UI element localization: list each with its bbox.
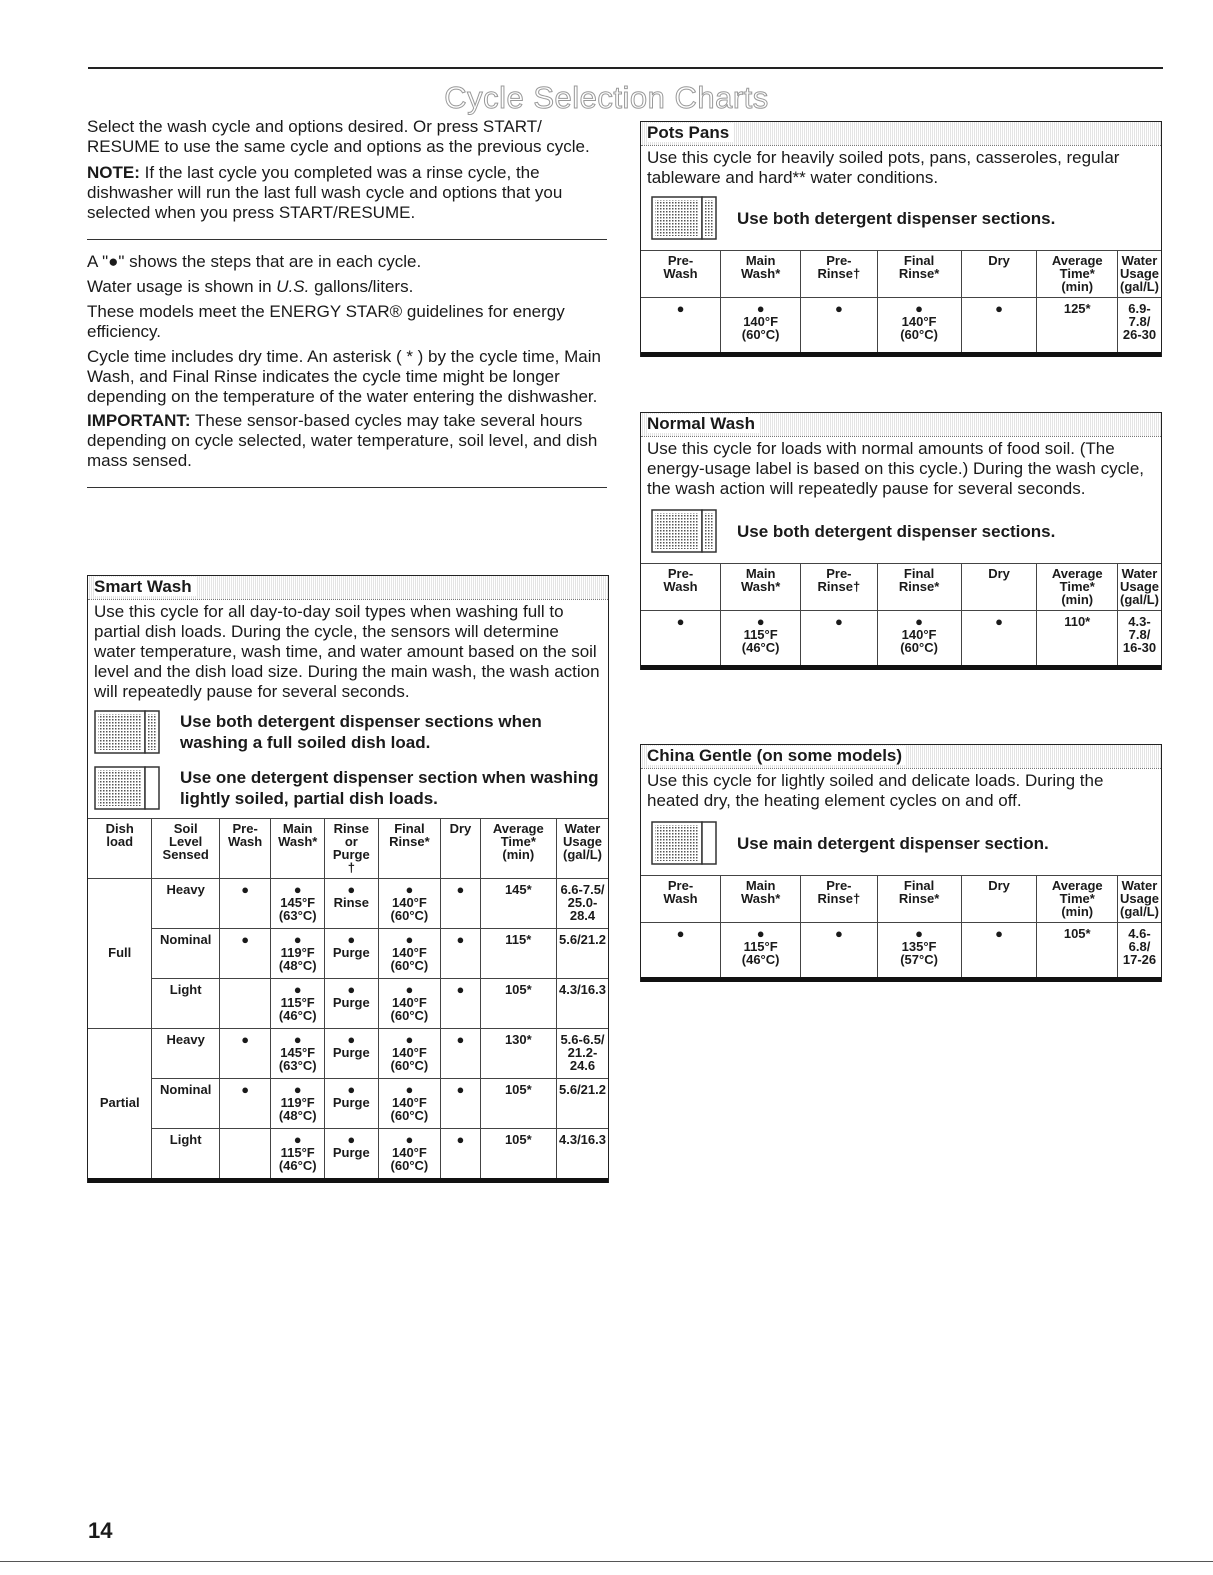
soil-level-cell: Light (152, 979, 220, 1029)
water-usage-cell: 4.3-7.8/ 16-30 (1122, 614, 1157, 655)
dry-cell: ● (961, 611, 1037, 666)
water-usage-note: Water usage is shown in U.S. gallons/liters. (87, 277, 414, 296)
average-time-cell: 115* (480, 929, 556, 979)
pre-rinse-cell: ● (801, 923, 877, 978)
table-row (88, 979, 608, 1029)
smart-wash-table (88, 818, 608, 1178)
final-rinse-cell: ● 140°F (60°C) (877, 298, 961, 353)
average-time-cell: 110* (1037, 611, 1117, 666)
table-header: Average Time* (min) (1037, 251, 1117, 298)
main-wash-cell: ● 115°F (46°C) (721, 611, 801, 666)
table-header: Pre- Rinse† (801, 564, 877, 611)
table-row (641, 611, 1161, 666)
rinse-purge-cell: ● Purge (325, 1129, 378, 1179)
normal-wash-table (641, 563, 1161, 665)
smart-wash-title: Smart Wash (88, 576, 608, 600)
pots-pans-title: Pots Pans (641, 122, 1161, 146)
china-gentle-description: Use this cycle for lightly soiled and delicate loads. During the heated dry, the heating element cycles on and off. (647, 771, 1104, 810)
china-gentle-box (640, 744, 1162, 982)
pre-wash-cell: ● (219, 929, 270, 979)
table-header: Average Time* (min) (480, 819, 556, 879)
normal-wash-title: Normal Wash (641, 413, 1161, 437)
dry-cell: ● (961, 298, 1037, 353)
dry-cell: ● (441, 1129, 480, 1179)
table-header: Dry (961, 564, 1037, 611)
pre-wash-cell: ● (641, 923, 721, 978)
pots-pans-description: Use this cycle for heavily soiled pots, pans, casseroles, regular tableware and hard** water conditions. (647, 148, 1120, 187)
important-label: IMPORTANT: (87, 411, 191, 430)
table-row (88, 879, 608, 929)
china-gentle-detergent (641, 811, 1161, 875)
main-wash-cell: ● 119°F (48°C) (271, 929, 325, 979)
final-rinse-cell: ● 135°F (57°C) (877, 923, 961, 978)
dry-cell: ● (441, 929, 480, 979)
rinse-purge-cell: ● Purge (325, 1029, 378, 1079)
dry-cell: ● (441, 1079, 480, 1129)
china-gentle-detergent-text: Use main detergent dispenser section. (737, 833, 1049, 853)
dry-cell: ● (441, 979, 480, 1029)
detergent-dispenser-both-icon (651, 196, 717, 240)
water-usage-cell: 4.3/16.3 (559, 1132, 606, 1147)
table-header: Final Rinse* (877, 876, 961, 923)
main-wash-cell: ● 140°F (60°C) (721, 298, 801, 353)
rinse-purge-cell: ● Rinse (325, 879, 378, 929)
final-rinse-cell: ● 140°F (60°C) (378, 929, 441, 979)
table-header: Pre- Wash (641, 251, 721, 298)
table-header: Pre- Wash (641, 564, 721, 611)
china-gentle-title: China Gentle (on some models) (641, 745, 1161, 769)
table-header: Rinse or Purge † (325, 819, 378, 879)
average-time-cell: 105* (480, 1079, 556, 1129)
pre-wash-cell: ● (219, 1029, 270, 1079)
final-rinse-cell: ● 140°F (60°C) (378, 1079, 441, 1129)
water-usage-cell: 5.6-6.5/ 21.2-24.6 (557, 1029, 609, 1079)
detergent-text-one: Use one detergent dispenser section when washing lightly soiled, partial dish loads. (180, 768, 599, 808)
note-label: NOTE: (87, 163, 140, 182)
average-time-cell: 105* (480, 1129, 556, 1179)
table-row (88, 1129, 608, 1179)
pre-rinse-cell: ● (801, 298, 877, 353)
intro-paragraph: Select the wash cycle and options desired. Or press START/ RESUME to use the same cycle and options as the previous cycle. (87, 117, 590, 156)
normal-wash-detergent (641, 499, 1161, 563)
table-row (88, 1029, 608, 1079)
pre-wash-cell: ● (219, 879, 270, 929)
table-row (88, 1079, 608, 1129)
table-header: Water Usage (gal/L) (1117, 564, 1161, 611)
smart-wash-description: Use this cycle for all day-to-day soil types when washing full to partial dish loads. During the cycle, the sensors will determine water temperature, wash time, and water amount based on the soil level and the dish load size. During the main wash, the wash action will repeatedly pause for several seconds. (94, 602, 600, 701)
table-bottom-bar (641, 352, 1161, 357)
table-header: Main Wash* (271, 819, 325, 879)
page-number: 14 (88, 1518, 113, 1543)
dry-cell: ● (441, 1029, 480, 1079)
rinse-purge-cell: ● Purge (325, 979, 378, 1029)
page-title: Cycle Selection Charts (444, 80, 769, 115)
table-header: Dish load (88, 819, 152, 879)
pre-wash-cell (219, 979, 270, 1029)
table-row (641, 923, 1161, 978)
average-time-cell: 105* (1037, 923, 1117, 978)
soil-level-cell: Nominal (152, 929, 220, 979)
main-wash-cell: ● 145°F (63°C) (271, 879, 325, 929)
soil-level-cell: Heavy (152, 1029, 220, 1079)
china-gentle-table (641, 875, 1161, 977)
pots-pans-detergent-text: Use both detergent dispenser sections. (737, 208, 1056, 228)
table-header: Dry (961, 251, 1037, 298)
pre-wash-cell: ● (641, 611, 721, 666)
soil-level-cell: Nominal (152, 1079, 220, 1129)
table-bottom-bar (641, 665, 1161, 670)
table-header: Pre- Rinse† (801, 251, 877, 298)
main-wash-cell: ● 145°F (63°C) (271, 1029, 325, 1079)
table-header: Average Time* (min) (1037, 876, 1117, 923)
important-paragraph: IMPORTANT: These sensor-based cycles may take several hours depending on cycle selected, water temperature, soil level, and dish mass sensed. (87, 411, 598, 470)
pots-pans-detergent (641, 188, 1161, 250)
table-header: Main Wash* (721, 876, 801, 923)
dish-load-cell: Partial (88, 1029, 152, 1179)
table-row (641, 298, 1161, 353)
average-time-cell: 125* (1037, 298, 1117, 353)
pre-rinse-cell: ● (801, 611, 877, 666)
water-usage-cell: 5.6/21.2 (557, 929, 609, 979)
detergent-dispenser-both-icon (94, 710, 160, 754)
rinse-purge-cell: ● Purge (325, 1079, 378, 1129)
normal-wash-box (640, 412, 1162, 670)
dish-load-cell: Full (88, 879, 152, 1029)
table-header: Pre- Wash (641, 876, 721, 923)
detergent-text-both: Use both detergent dispenser sections when washing a full soiled dish load. (180, 712, 542, 752)
table-header: Main Wash* (721, 251, 801, 298)
table-row (88, 929, 608, 979)
table-header: Pre- Wash (219, 819, 270, 879)
water-usage-cell: 6.6-7.5/ 25.0-28.4 (557, 879, 609, 929)
main-wash-cell: ● 115°F (46°C) (271, 979, 325, 1029)
table-bottom-bar (641, 977, 1161, 982)
main-wash-cell: ● 115°F (46°C) (271, 1129, 325, 1179)
table-header: Soil Level Sensed (152, 819, 220, 879)
divider (87, 239, 607, 240)
pots-pans-table (641, 250, 1161, 352)
table-header: Water Usage (gal/L) (557, 819, 609, 879)
final-rinse-cell: ● 140°F (60°C) (378, 1029, 441, 1079)
water-usage-cell: 4.6-6.8/ 17-26 (1122, 926, 1157, 967)
main-wash-cell: ● 119°F (48°C) (271, 1079, 325, 1129)
detergent-instruction-one (88, 754, 608, 818)
soil-level-cell: Light (152, 1129, 220, 1179)
table-header: Pre- Rinse† (801, 876, 877, 923)
detergent-dispenser-main-icon (651, 821, 717, 865)
detergent-dispenser-both-icon (651, 509, 717, 553)
average-time-cell: 145* (480, 879, 556, 929)
water-usage-cell: 6.9-7.8/ 26-30 (1122, 301, 1157, 342)
normal-wash-description: Use this cycle for loads with normal amounts of food soil. (The energy-usage label is based on this cycle.) During the wash cycle, the wash action will repeatedly pause for several seconds. (647, 439, 1145, 498)
top-rule (88, 67, 1163, 69)
table-header: Main Wash* (721, 564, 801, 611)
main-wash-cell: ● 115°F (46°C) (721, 923, 801, 978)
water-usage-cell: 5.6/21.2 (557, 1079, 609, 1129)
table-header: Final Rinse* (877, 564, 961, 611)
water-usage-cell: 4.3/16.3 (557, 979, 609, 1029)
table-header: Final Rinse* (877, 251, 961, 298)
smart-wash-box (87, 575, 609, 1183)
table-header: Dry (961, 876, 1037, 923)
final-rinse-cell: ● 140°F (60°C) (378, 879, 441, 929)
soil-level-cell: Heavy (152, 879, 220, 929)
bottom-rule (0, 1561, 1213, 1562)
table-bottom-bar (88, 1178, 608, 1183)
table-header: Water Usage (gal/L) (1117, 876, 1161, 923)
normal-wash-detergent-text: Use both detergent dispenser sections. (737, 521, 1056, 541)
energy-star-note: These models meet the ENERGY STAR® guidelines for energy efficiency. (87, 302, 565, 341)
final-rinse-cell: ● 140°F (60°C) (378, 979, 441, 1029)
average-time-cell: 105* (480, 979, 556, 1029)
final-rinse-cell: ● 140°F (60°C) (877, 611, 961, 666)
note-text: If the last cycle you completed was a rinse cycle, the dishwasher will run the last full wash cycle and options that you selected when you press START/RESUME. (87, 163, 563, 222)
dry-cell: ● (441, 879, 480, 929)
intro-section (87, 117, 607, 488)
detergent-dispenser-one-icon (94, 766, 160, 810)
table-header: Water Usage (gal/L) (1117, 251, 1161, 298)
pre-wash-cell: ● (219, 1079, 270, 1129)
pots-pans-box (640, 121, 1162, 357)
rinse-purge-cell: ● Purge (325, 929, 378, 979)
table-header: Dry (441, 819, 480, 879)
final-rinse-cell: ● 140°F (60°C) (378, 1129, 441, 1179)
dry-cell: ● (961, 923, 1037, 978)
detergent-instruction-both (88, 702, 608, 754)
cycle-time-note: Cycle time includes dry time. An asterisk ( * ) by the cycle time, Main Wash, and Final Rinse indicates the cycle time might be longer depending on the temperature of the water entering the dishwasher. (87, 347, 601, 406)
pre-wash-cell: ● (641, 298, 721, 353)
table-header: Average Time* (min) (1037, 564, 1117, 611)
note-paragraph (87, 163, 607, 223)
pre-wash-cell (219, 1129, 270, 1179)
divider (87, 487, 607, 488)
average-time-cell: 130* (480, 1029, 556, 1079)
table-header: Final Rinse* (378, 819, 441, 879)
bullet-explanation: A "●" shows the steps that are in each cycle. (87, 252, 422, 271)
